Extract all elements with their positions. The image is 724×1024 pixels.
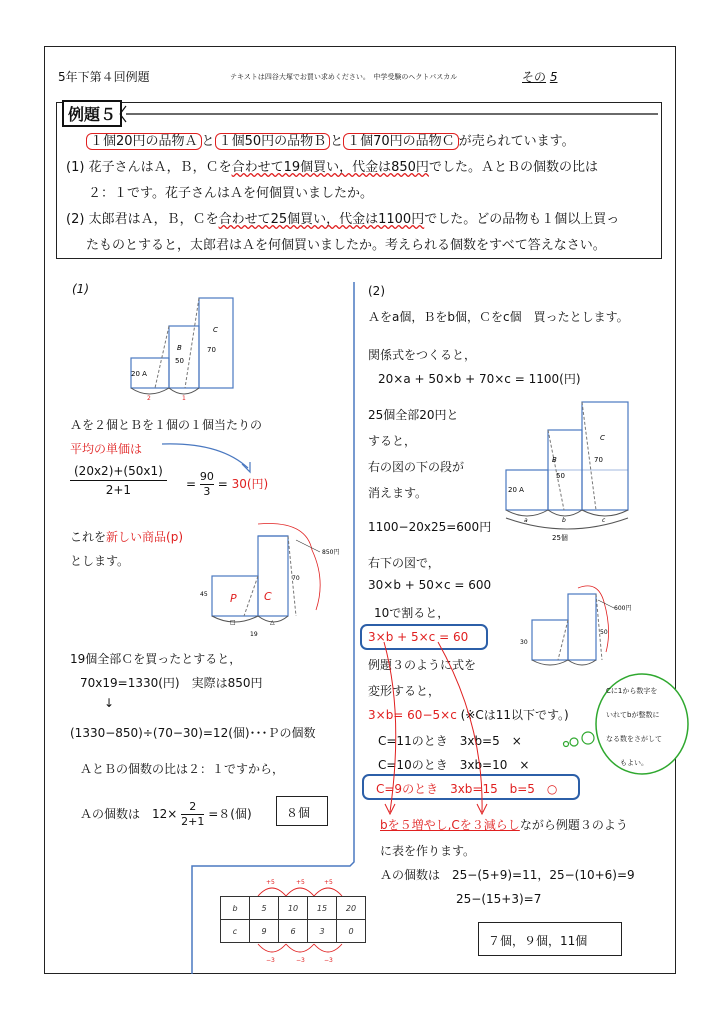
right-line-4c: 右の図の下の段が (368, 460, 465, 474)
part-text: その (522, 70, 547, 84)
fig2-val-r: 70 (292, 575, 300, 582)
minus-2: −3 (296, 957, 305, 964)
new1-pre: これを (70, 530, 107, 544)
problem-heading-text: 例題５ (68, 105, 117, 124)
right-line-1: Ａをa個，Ｂをb個，Ｃをc個 買ったとします。 (368, 310, 629, 324)
item-a: １個20円の品物Ａ (86, 133, 202, 150)
fig3-c: C (600, 434, 605, 442)
fig2-triangle: △ (270, 619, 275, 626)
cell: 20 (337, 897, 366, 920)
fig2-val-l: 45 (200, 591, 208, 598)
q2-pre: 太郎君はＡ，Ｂ，Ｃを (88, 212, 219, 227)
q2-post: でした。どの品物も１個以上買っ (424, 212, 620, 227)
fig3-a: 20 A (508, 486, 524, 494)
left-step-1: 19個全部Ｃを買ったとすると， (70, 652, 242, 666)
right-line-5: 1100−20x25=600円 (368, 520, 492, 534)
q1-num: (1) (66, 160, 85, 175)
avg-frac-den: 2+1 (105, 483, 132, 497)
fig3-total: 25個 (552, 534, 568, 542)
average-formula (70, 462, 167, 499)
question-2-line-1 (66, 208, 619, 227)
minus-1: −3 (266, 957, 275, 964)
right-line-14: C=10のとき 3xb=10 × (378, 758, 530, 772)
problem-intro (86, 130, 575, 149)
fig2-bottom: 19 (250, 631, 258, 638)
conj-2: と (330, 134, 344, 149)
cell: 15 (308, 897, 337, 920)
area-figure-4 (518, 580, 648, 672)
cell: b (221, 897, 250, 920)
fig1-b: B (177, 344, 182, 352)
area-figure-1 (125, 296, 235, 406)
fig4-val-r: 50 (600, 629, 608, 636)
right-line-17: に表を作ります。 (380, 844, 476, 858)
bubble-line-3: なる数をさがして (606, 735, 662, 743)
left-line-2: 平均の単価は (70, 442, 143, 456)
right-line-4d: 消えます。 (368, 486, 428, 500)
area-figure-3 (502, 400, 642, 542)
right-line-9: 3×b + 5×c = 60 (368, 630, 469, 644)
q2-underlined: 合わせて25個買い，代金は1100円 (218, 212, 425, 227)
plus-1: +5 (266, 879, 275, 886)
bubble-line-2: いれてbが整数に (606, 711, 660, 719)
fig3-bottom-a: a (524, 517, 528, 524)
bc-table (220, 896, 366, 943)
problem-heading (62, 100, 122, 127)
right-line-7: 30×b + 50×c = 600 (368, 578, 492, 592)
avg-rhs (186, 470, 268, 499)
fig1-c: C (213, 326, 218, 334)
avg-frac-num: (20x2)+(50x1) (70, 462, 167, 481)
cell: c (221, 920, 250, 943)
fig1-c-val: 70 (207, 346, 216, 354)
eq-1: = (186, 477, 197, 491)
fig3-bottom-b: b (562, 517, 566, 524)
right-line-8: 10で割ると， (374, 606, 450, 620)
avg-frac2-num: 90 (199, 470, 214, 483)
fig2-c: C (264, 590, 272, 603)
r12-post: (※Cは11以下です。) (460, 708, 569, 722)
r16-post: ながら例題３のよう (519, 818, 628, 832)
r15-a: C=9のとき 3xb=15 (376, 782, 498, 796)
s6-num: 2 (181, 800, 204, 815)
new-item-line-1 (70, 528, 183, 545)
fig1-a: 20 A (131, 370, 147, 378)
r12-red: 3×b= 60−5×c (368, 708, 457, 722)
avg-result: 30(円) (231, 477, 269, 491)
cell: 10 (279, 897, 308, 920)
plus-2: +5 (296, 879, 305, 886)
right-line-10: 例題３のように式を (368, 658, 477, 672)
part-label (522, 68, 557, 85)
right-line-3: 20×a + 50×b + 70×c = 1100(円) (378, 372, 581, 386)
cell: 3 (308, 920, 337, 943)
avg-frac2-den: 3 (203, 485, 211, 498)
fig2-square: □ (230, 619, 236, 626)
s6-pre: Ａの個数は 12× (80, 807, 178, 821)
minus-3: −3 (324, 957, 333, 964)
new-item-line-2: とします。 (70, 554, 130, 568)
s6-den: 2+1 (181, 815, 205, 828)
fig2-p: P (230, 592, 237, 605)
right-answer: ７個，９個，11個 (488, 934, 588, 948)
item-c: １個70円の品物Ｃ (343, 133, 459, 150)
s6-post: =８(個) (208, 807, 252, 821)
right-line-11: 変形すると， (368, 684, 441, 698)
question-2-line-2: たものとすると，太郎君はＡを何個買いましたか。考えられる個数をすべて答えなさい。 (86, 238, 606, 253)
cell: 6 (279, 920, 308, 943)
left-step-6 (80, 800, 252, 829)
fig2-total: 850円 (322, 549, 340, 556)
area-figure-2 (196, 520, 356, 640)
bubble-line-1: Cに1から数字を (606, 687, 658, 695)
fig1-count-b: 1 (182, 395, 186, 402)
right-line-2: 関係式をつくると， (368, 348, 477, 362)
fig3-c-val: 70 (594, 456, 603, 464)
table-row-b (221, 897, 366, 920)
conj-1: と (201, 134, 215, 149)
plus-3: +5 (324, 879, 333, 886)
r16-red: bを５増やし,Cを３減らし (380, 818, 520, 832)
left-step-4: (1330−850)÷(70−30)=12(個)･･･Ｐの個数 (70, 726, 316, 740)
q1-underlined: 合わせて19個買い，代金は850円 (231, 160, 429, 175)
avg-frac2 (200, 470, 214, 499)
bubble-line-4: もよい。 (620, 759, 648, 767)
fig4-val-l: 30 (520, 639, 528, 646)
cell: 5 (250, 897, 279, 920)
right-line-16 (380, 816, 628, 833)
heading-ribbon (118, 104, 658, 124)
left-step-2: 70x19=1330(円) 実際は850円 (80, 676, 263, 690)
cell: 0 (337, 920, 366, 943)
right-line-13: C=11のとき 3xb=5 × (378, 734, 522, 748)
left-line-1: Ａを２個とＢを１個の１個当たりの (70, 418, 263, 432)
right-line-4a: 25個全部20円と (368, 408, 459, 422)
fig1-count-a: 2 (147, 395, 151, 402)
avg-fraction (70, 462, 167, 499)
table-minus-arcs (246, 940, 356, 964)
left-step-3: ↓ (104, 696, 115, 710)
right-line-6: 右下の図で， (368, 556, 440, 570)
part-number: 5 (549, 70, 558, 84)
q1-pre: 花子さんはＡ，Ｂ，Ｃを (88, 160, 232, 175)
eq-2: = (217, 477, 228, 491)
intro-tail: が売られています。 (458, 134, 575, 149)
page-title: 5年下第４回例題 (58, 70, 150, 84)
fig1-b-val: 50 (175, 357, 184, 365)
fig4-total: 600円 (614, 605, 632, 612)
q1-post: でした。ＡとＢの個数の比は (428, 160, 598, 175)
question-1-line-2: ２：１です。花子さんはＡを何個買いましたか。 (88, 186, 373, 201)
fig3-bottom-c: c (602, 517, 606, 524)
fig3-b: B (552, 456, 557, 464)
s6-fraction (181, 800, 204, 829)
left-step-5: ＡとＢの個数の比は２：１ですから， (80, 762, 285, 776)
r15-b: b=5 ○ (509, 782, 558, 796)
new1-red: 新しい商品(p) (106, 530, 183, 544)
left-label: (1) (72, 282, 89, 296)
left-answer: ８個 (286, 806, 311, 820)
q2-num: (2) (66, 212, 85, 227)
question-1-line-1 (66, 156, 598, 175)
red-arrows (374, 634, 494, 822)
item-b: １個50円の品物Ｂ (215, 133, 331, 150)
right-line-19: 25−(15+3)=7 (456, 892, 542, 906)
cell: 9 (250, 920, 279, 943)
right-line-4b: すると， (368, 434, 417, 448)
right-line-18: Ａの個数は 25−(5+9)=11，25−(10+6)=9 (380, 868, 635, 882)
fig3-b-val: 50 (556, 472, 565, 480)
header-note: テキストは四谷大塚でお買い求めください。 中学受験のヘクトパスカル (230, 73, 458, 81)
right-label: (2) (368, 284, 385, 298)
